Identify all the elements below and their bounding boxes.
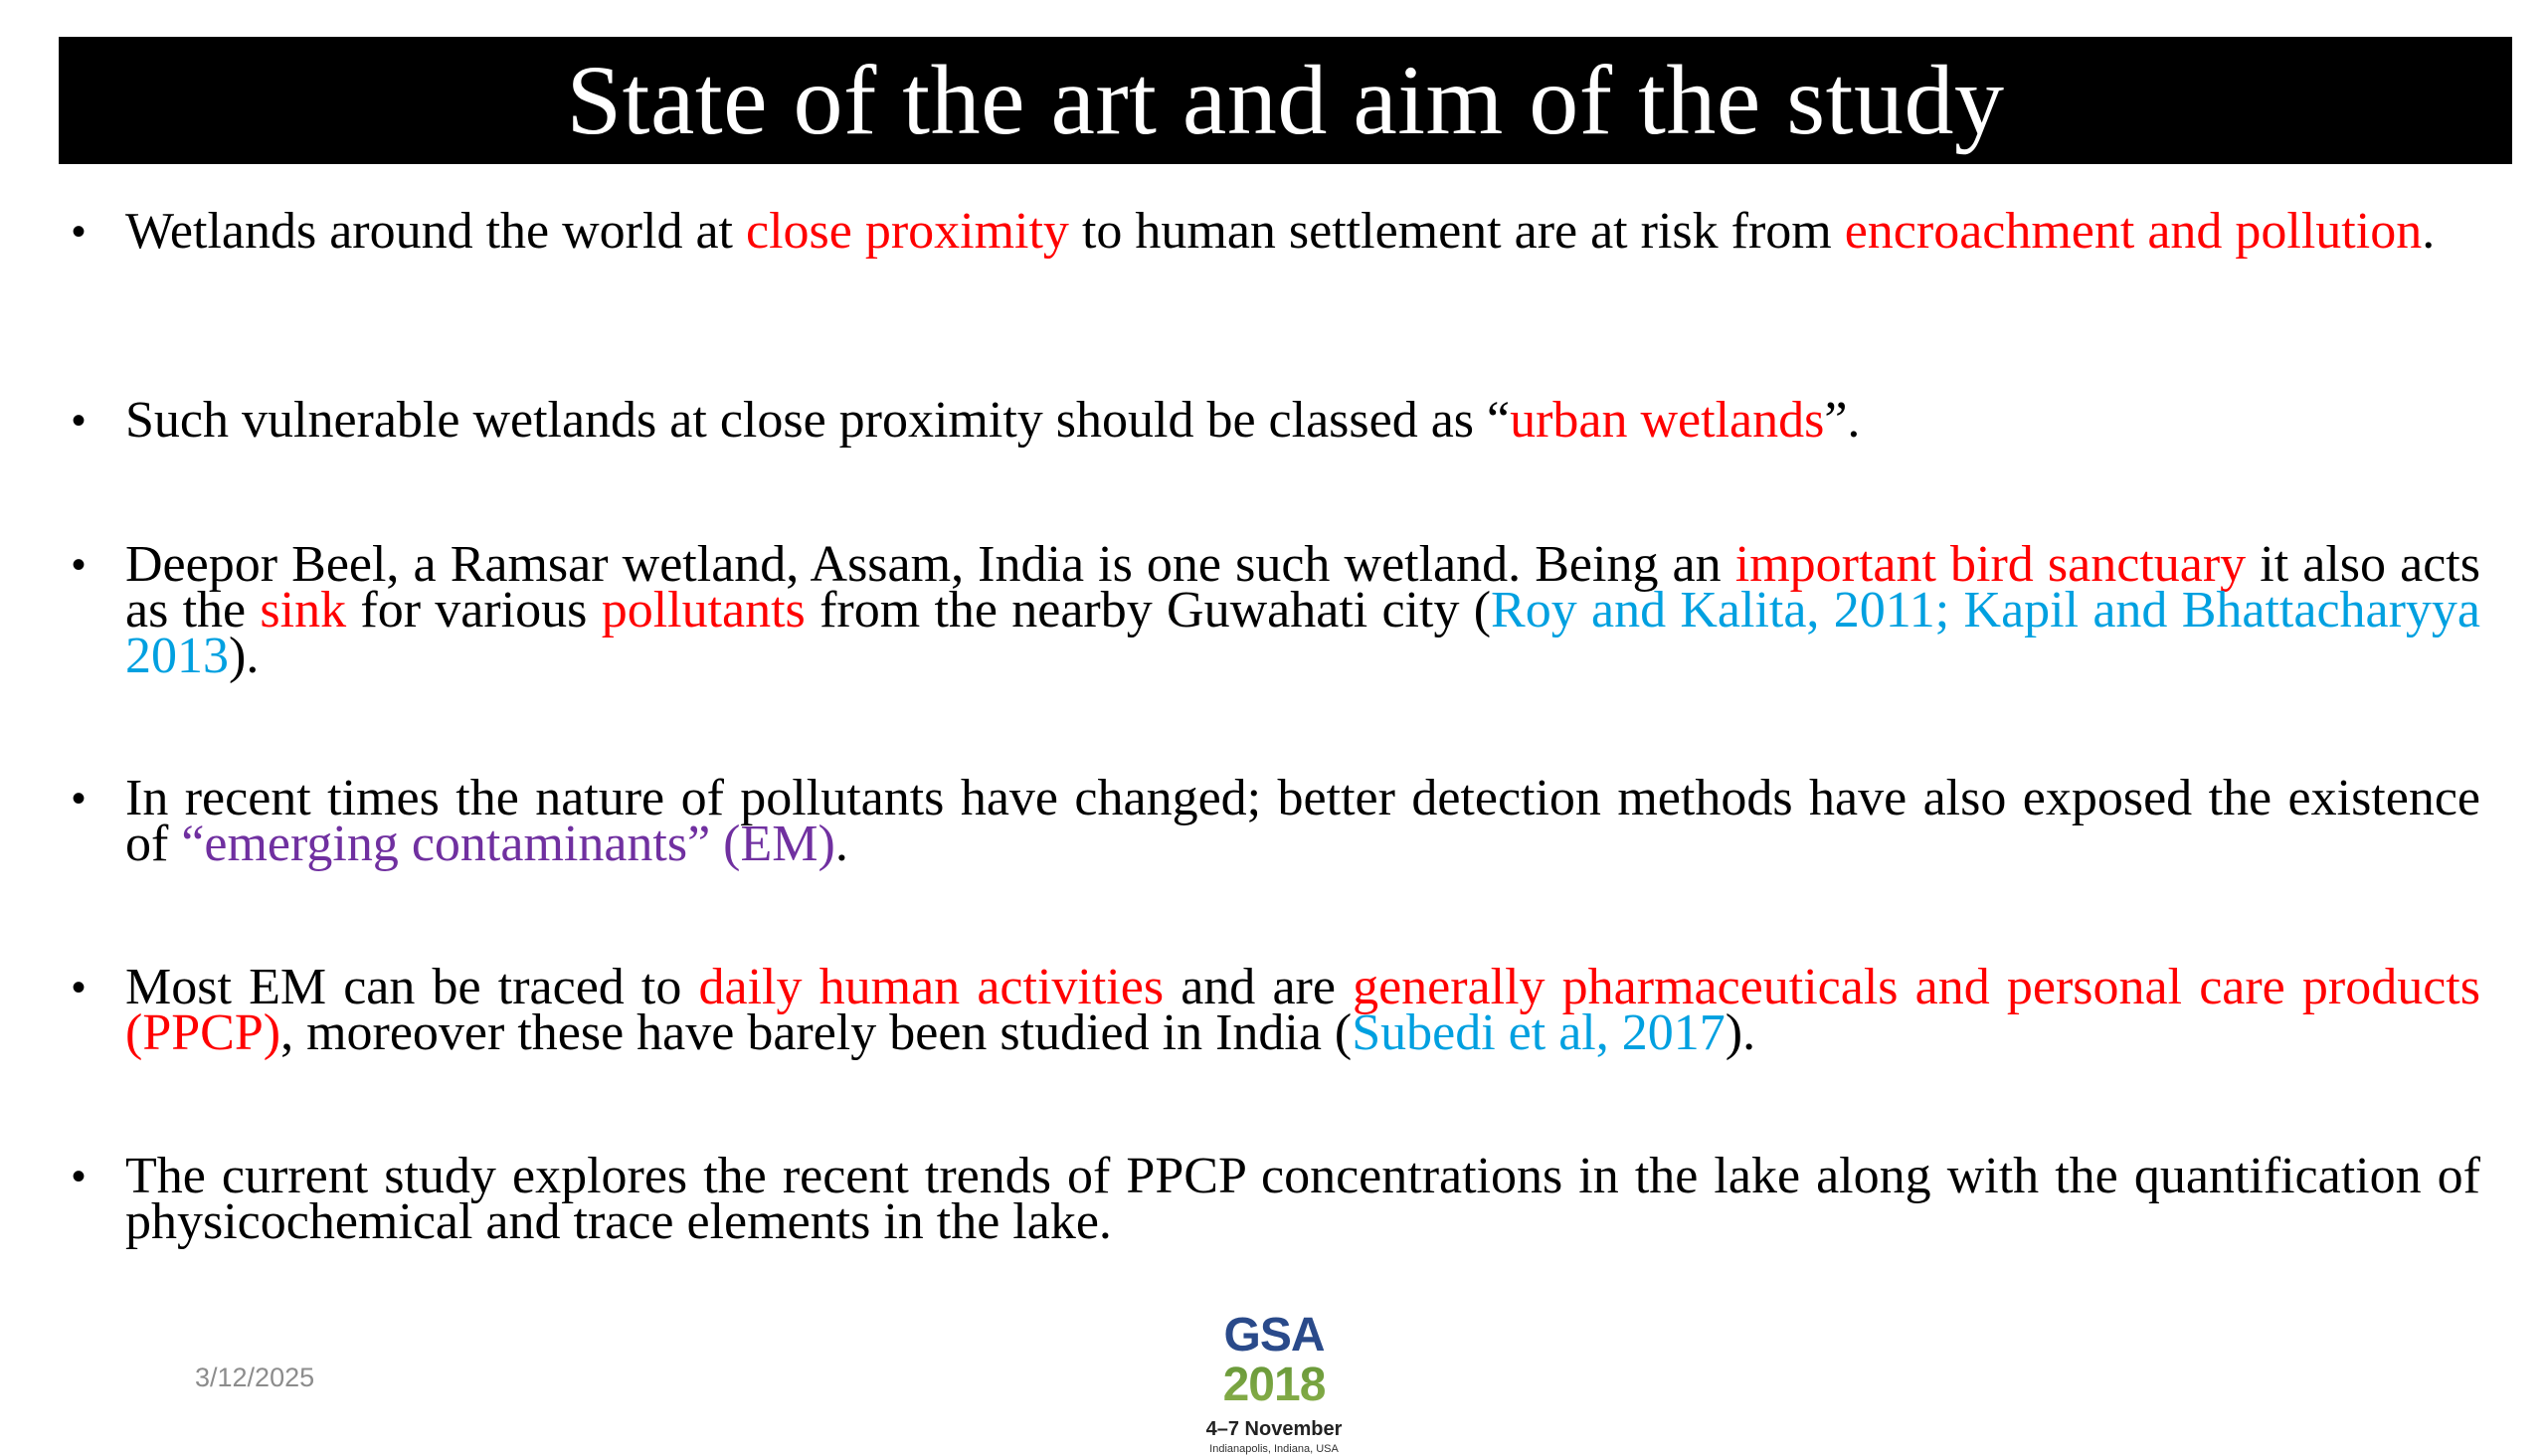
bullet-text: to human settlement are at risk from — [1068, 203, 1845, 260]
logo-name: GSA 2018 — [1180, 1311, 1368, 1410]
highlight-text: urban wetlands — [1510, 392, 1825, 449]
highlight-text: daily human activities — [698, 959, 1165, 1015]
citation-text: Roy and Kalita, 2011; Kapil and Bhattacharyya 2013 — [125, 582, 2480, 684]
bullet-text: ”. — [1824, 392, 1861, 449]
bullet-item — [70, 959, 2480, 1061]
citation-text: Subedi et al, 2017 — [1352, 1004, 1726, 1061]
term-text: “emerging contaminants” (EM) — [181, 816, 835, 872]
bullet-text: ). — [1725, 1004, 1756, 1061]
highlight-text: generally pharmaceuticals and personal care products (PPCP) — [125, 959, 2480, 1061]
bullet-text: Most EM can be traced to — [125, 959, 699, 1015]
bullet-text: Deepor Beel, a Ramsar wetland, Assam, India is one such wetland. Being an — [125, 536, 1735, 593]
bullet-item — [70, 1148, 2480, 1250]
bullet-text: and are — [1164, 959, 1354, 1015]
highlight-text: pollutants — [601, 582, 806, 638]
bullet-text: , moreover these have barely been studied in India ( — [280, 1004, 1353, 1061]
highlight-text: sink — [260, 582, 347, 638]
logo-dates: 4–7 November — [1205, 1418, 1343, 1440]
bullet-text: The current study explores the recent trends of PPCP concentrations in the lake along with the quantification of physicochemical and trace elements in the lake. — [125, 1148, 2480, 1250]
bullet-item — [70, 392, 2480, 449]
slide-title: State of the art and aim of the study — [59, 37, 2512, 164]
bullet-text: . — [834, 816, 848, 872]
bullet-text: ). — [229, 628, 260, 684]
bullet-item — [70, 536, 2480, 684]
bullet-text: Such vulnerable wetlands at close proximity should be classed as “ — [125, 392, 1511, 449]
bullet-text: it also acts as the — [125, 536, 2480, 638]
bullet-text: Wetlands around the world at — [125, 203, 746, 260]
bullet-item — [70, 203, 2480, 260]
bullet-text: for various — [346, 582, 602, 638]
logo-place: Indianapolis, Indiana, USA — [1209, 1443, 1339, 1455]
bullet-text: In recent times the nature of pollutants have changed; better detection methods have also exposed the existence of — [125, 770, 2480, 872]
bullet-text: . — [2422, 203, 2436, 260]
highlight-text: important bird sanctuary — [1734, 536, 2247, 593]
slide-date: 3/12/2025 — [195, 1363, 315, 1392]
bullet-item — [70, 770, 2480, 872]
highlight-text: close proximity — [745, 203, 1069, 260]
highlight-text: encroachment and pollution — [1844, 203, 2423, 260]
bullet-text: from the nearby Guwahati city ( — [805, 582, 1492, 638]
gsa-logo — [1180, 1309, 1368, 1455]
